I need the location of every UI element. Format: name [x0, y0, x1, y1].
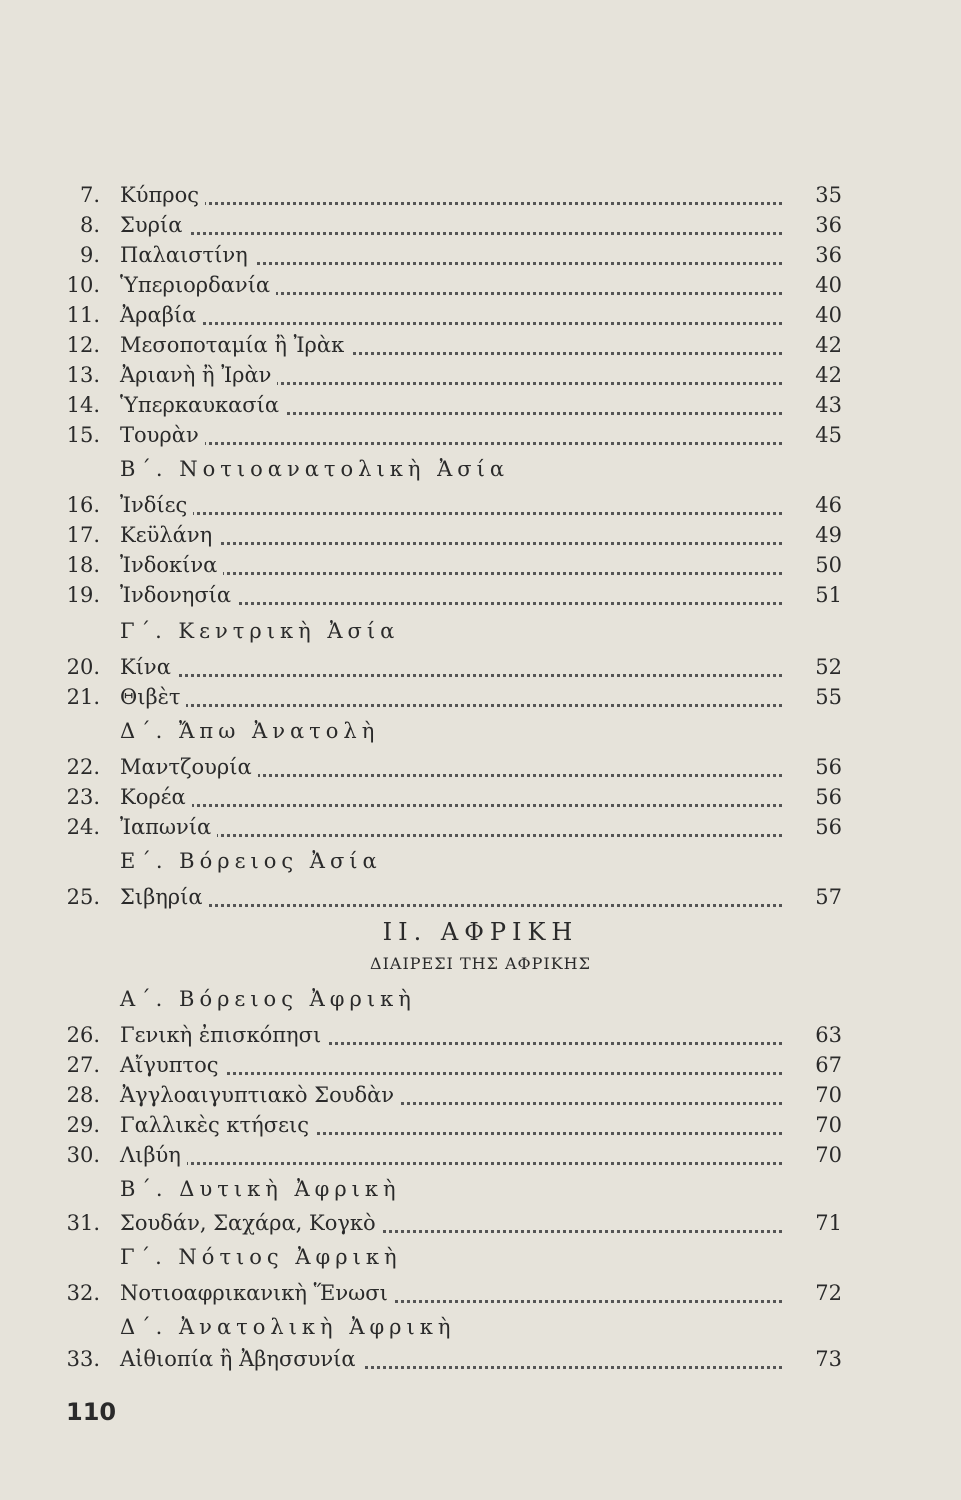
entry-title: Λιβύη — [120, 1140, 187, 1170]
entry-title: Παλαιστίνη — [120, 240, 254, 270]
entry-page: 71 — [815, 1211, 842, 1235]
entry-page: 40 — [815, 273, 842, 297]
dot-leader — [120, 804, 782, 837]
toc-entry — [62, 580, 842, 610]
entry-title: Κύπρος — [120, 180, 205, 210]
subsection-heading: Γ΄. Κεντρικὴ Ἀσία — [120, 619, 400, 643]
toc-entry — [62, 1344, 842, 1374]
subsection-heading: Β΄. Δυτικὴ Ἀφρικὴ — [120, 1177, 401, 1201]
subsection-heading: Δ΄. Ἀνατολικὴ Ἀφρικὴ — [120, 1315, 456, 1339]
entry-page: 43 — [815, 393, 842, 417]
entry-number: 29. — [66, 1113, 100, 1137]
entry-title: Κίνα — [120, 652, 177, 682]
entry-number: 12. — [66, 333, 100, 357]
entry-number: 25. — [66, 885, 100, 909]
entry-page: 67 — [815, 1053, 842, 1077]
entry-title: Αἰθιοπία ἢ Ἀβησσυνία — [120, 1344, 362, 1374]
entry-page: 72 — [815, 1281, 842, 1305]
toc-entry — [62, 1278, 842, 1308]
entry-number: 7. — [79, 183, 100, 207]
entry-page: 42 — [815, 363, 842, 387]
entry-page: 45 — [815, 423, 842, 447]
toc-entry — [62, 682, 842, 712]
entry-page: 36 — [815, 243, 842, 267]
entry-title: Ὑπερκαυκασία — [120, 390, 285, 420]
entry-number: 33. — [66, 1347, 100, 1371]
toc-entry — [62, 1140, 842, 1170]
entry-number: 11. — [66, 303, 100, 327]
entry-page: 56 — [815, 785, 842, 809]
entry-number: 13. — [66, 363, 100, 387]
entry-number: 22. — [66, 755, 100, 779]
entry-title: Κορέα — [120, 782, 192, 812]
dot-leader — [120, 644, 782, 677]
dot-leader — [120, 874, 782, 907]
dot-leader — [120, 202, 782, 235]
entry-page: 57 — [815, 885, 842, 909]
entry-page: 55 — [815, 685, 842, 709]
entry-title: Γαλλικὲς κτήσεις — [120, 1110, 315, 1140]
entry-title: Μαντζουρία — [120, 752, 258, 782]
toc-entry — [62, 420, 842, 450]
entry-page: 50 — [815, 553, 842, 577]
entry-page: 36 — [815, 213, 842, 237]
entry-number: 9. — [79, 243, 100, 267]
entry-title: Ἀγγλοαιγυπτιακὸ Σουδὰν — [120, 1080, 400, 1110]
entry-page: 52 — [815, 655, 842, 679]
toc-entry — [62, 1208, 842, 1238]
entry-title: Τουρὰν — [120, 420, 205, 450]
entry-title: Συρία — [120, 210, 188, 240]
entry-page: 70 — [815, 1143, 842, 1167]
entry-title: Νοτιοαφρικανικὴ Ἕνωσι — [120, 1278, 394, 1308]
page-number: 110 — [66, 1398, 117, 1426]
entry-number: 31. — [66, 1211, 100, 1235]
entry-number: 23. — [66, 785, 100, 809]
entry-number: 10. — [66, 273, 100, 297]
entry-number: 32. — [66, 1281, 100, 1305]
subsection-heading: Δ΄. Ἄπω Ἀνατολὴ — [120, 719, 380, 743]
subsection-heading: Γ΄. Νότιος Ἀφρικὴ — [120, 1245, 402, 1269]
subsection-heading: Ε΄. Βόρειος Ἀσία — [120, 849, 382, 873]
dot-leader — [120, 512, 782, 545]
entry-title: Μεσοποταμία ἢ Ἰρὰκ — [120, 330, 350, 360]
entry-page: 40 — [815, 303, 842, 327]
entry-number: 20. — [66, 655, 100, 679]
entry-title: Κεϋλάνη — [120, 520, 218, 550]
entry-number: 18. — [66, 553, 100, 577]
entry-number: 8. — [79, 213, 100, 237]
entry-number: 16. — [66, 493, 100, 517]
entry-page: 49 — [815, 523, 842, 547]
entry-page: 56 — [815, 815, 842, 839]
entry-number: 19. — [66, 583, 100, 607]
part-subheading: ΔΙΑΙΡΕΣΙ ΤΗΣ ΑΦΡΙΚΗΣ — [370, 954, 591, 973]
entry-title: Ἰαπωνία — [120, 812, 217, 842]
subsection-heading: Β΄. Νοτιοανατολικὴ Ἀσία — [120, 457, 510, 481]
entry-page: 70 — [815, 1083, 842, 1107]
entry-number: 26. — [66, 1023, 100, 1047]
entry-title: Αἴγυπτος — [120, 1050, 225, 1080]
entry-title: Θιβὲτ — [120, 682, 186, 712]
entry-page: 46 — [815, 493, 842, 517]
entry-number: 30. — [66, 1143, 100, 1167]
entry-number: 28. — [66, 1083, 100, 1107]
entry-title: Ἰνδίες — [120, 490, 193, 520]
entry-page: 73 — [815, 1347, 842, 1371]
entry-title: Ἀραβία — [120, 300, 202, 330]
dot-leader — [120, 482, 782, 515]
entry-page: 56 — [815, 755, 842, 779]
toc-entry — [62, 812, 842, 842]
entry-number: 24. — [66, 815, 100, 839]
dot-leader — [120, 172, 782, 205]
entry-page: 35 — [815, 183, 842, 207]
entry-number: 21. — [66, 685, 100, 709]
entry-page: 51 — [815, 583, 842, 607]
entry-page: 70 — [815, 1113, 842, 1137]
entry-number: 27. — [66, 1053, 100, 1077]
dot-leader — [120, 674, 782, 707]
entry-number: 14. — [66, 393, 100, 417]
part-heading: ΙΙ. ΑΦΡΙΚΗ — [382, 918, 579, 946]
entry-title: Ἰνδοκίνα — [120, 550, 223, 580]
subsection-heading: Α΄. Βόρειος Ἀφρικὴ — [120, 987, 416, 1011]
entry-title: Γενικὴ ἐπισκόπησι — [120, 1020, 327, 1050]
entry-title: Σιβηρία — [120, 882, 209, 912]
entry-page: 63 — [815, 1023, 842, 1047]
entry-title: Ὑπεριορδανία — [120, 270, 276, 300]
toc-entry — [62, 882, 842, 912]
entry-number: 17. — [66, 523, 100, 547]
entry-title: Ἰνδονησία — [120, 580, 237, 610]
entry-page: 42 — [815, 333, 842, 357]
entry-number: 15. — [66, 423, 100, 447]
entry-title: Σουδάν, Σαχάρα, Κογκὸ — [120, 1208, 382, 1238]
entry-title: Ἀριανὴ ἢ Ἰρὰν — [120, 360, 277, 390]
